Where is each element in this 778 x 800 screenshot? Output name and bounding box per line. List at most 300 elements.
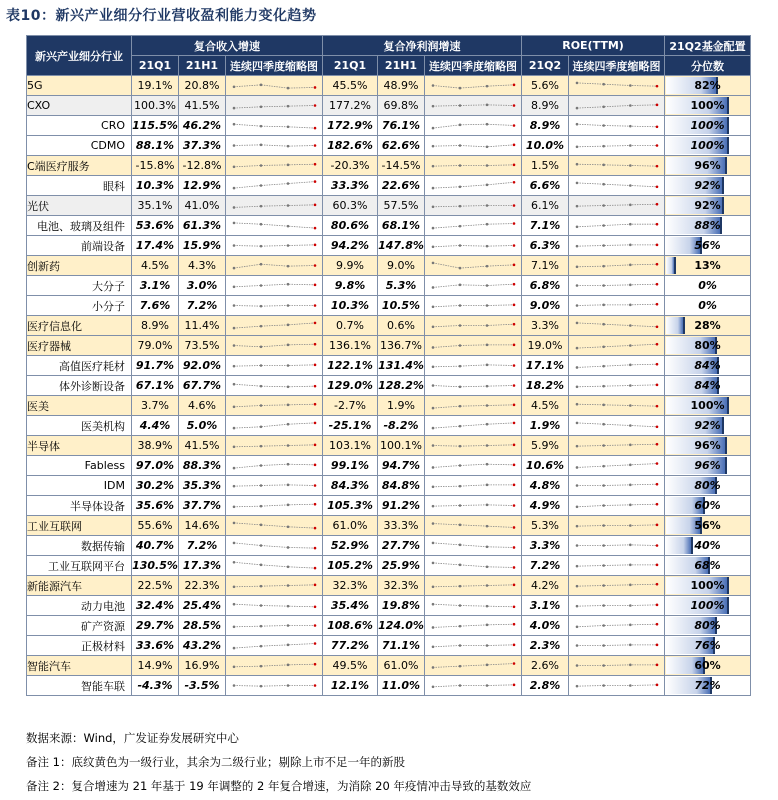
sparkline xyxy=(226,536,323,555)
sparkline-point xyxy=(629,584,632,587)
rev-21q1-cell: 33.6% xyxy=(132,636,179,656)
sparkline-point xyxy=(287,304,290,307)
rev-21q1-cell: 35.1% xyxy=(132,196,179,216)
sparkline-path xyxy=(234,562,315,568)
sparkline-point xyxy=(233,626,236,629)
sparkline-point xyxy=(314,684,317,687)
rev-21q1-cell: 19.1% xyxy=(132,76,179,96)
sparkline-point xyxy=(287,265,290,268)
fund-pct-label: 100% xyxy=(690,579,725,592)
sparkline-point xyxy=(432,326,435,329)
sparkline-point xyxy=(513,244,516,247)
sparkline-point xyxy=(602,404,605,407)
sparkline-point xyxy=(314,567,317,570)
sparkline-point xyxy=(432,603,435,606)
rev-21q1-cell: -15.8% xyxy=(132,156,179,176)
sparkline-point xyxy=(513,644,516,647)
sparkline-path xyxy=(234,523,315,528)
sparkline-point xyxy=(314,663,317,666)
rev-trend-cell xyxy=(226,536,323,556)
sparkline-point xyxy=(260,106,263,109)
rev-trend-cell xyxy=(226,676,323,696)
sparkline-point xyxy=(656,104,659,107)
table-row xyxy=(27,436,751,456)
sparkline xyxy=(569,256,665,275)
sparkline-point xyxy=(260,685,263,688)
sparkline-point xyxy=(486,504,489,507)
sparkline-path xyxy=(234,124,315,128)
prof-trend-cell xyxy=(425,596,522,616)
rev-21q1-cell: 30.2% xyxy=(132,476,179,496)
sparkline-point xyxy=(287,684,290,687)
roe-21q2-cell: 10.0% xyxy=(522,136,569,156)
prof-21h1-cell: -14.5% xyxy=(378,156,425,176)
sparkline xyxy=(425,96,522,115)
prof-21q1-cell: 103.1% xyxy=(323,436,378,456)
sparkline-path xyxy=(433,685,514,687)
sparkline-point xyxy=(602,265,605,268)
sparkline-path xyxy=(433,405,514,408)
sparkline-point xyxy=(233,286,236,289)
sparkline-point xyxy=(513,422,516,425)
rev-trend-cell xyxy=(226,416,323,436)
rev-trend-cell xyxy=(226,576,323,596)
roe-21q2-cell: 8.9% xyxy=(522,116,569,136)
prof-21h1-cell: 76.1% xyxy=(378,116,425,136)
fund-pct-label: 92% xyxy=(694,419,721,432)
sparkline-path xyxy=(433,645,514,647)
roe-21q2-cell: 6.6% xyxy=(522,176,569,196)
prof-21q1-cell: -2.7% xyxy=(323,396,378,416)
rev-21q1-cell: 10.3% xyxy=(132,176,179,196)
sparkline-point xyxy=(576,266,579,269)
sparkline-point xyxy=(656,503,659,506)
rev-trend-cell xyxy=(226,436,323,456)
sparkline-point xyxy=(432,626,435,629)
sparkline-point xyxy=(287,244,290,247)
sparkline-path xyxy=(433,563,514,568)
sparkline-point xyxy=(233,383,236,386)
sparkline-point xyxy=(432,407,435,410)
rev-21q1-cell: 32.4% xyxy=(132,596,179,616)
sparkline-point xyxy=(602,484,605,487)
sparkline-path xyxy=(577,464,657,468)
sparkline-point xyxy=(576,585,579,588)
prof-trend-cell xyxy=(425,196,522,216)
roe-21q2-cell: 7.2% xyxy=(522,556,569,576)
sparkline xyxy=(226,176,323,195)
rev-trend-cell xyxy=(226,496,323,516)
sparkline-point xyxy=(432,486,435,489)
sparkline-path xyxy=(577,183,657,187)
table-title: 表10：新兴产业细分行业营收盈利能力变化趋势 xyxy=(6,8,317,24)
industry-name: 新能源汽车 xyxy=(27,576,132,596)
prof-21q1-cell: 105.3% xyxy=(323,496,378,516)
prof-21q1-cell: 45.5% xyxy=(323,76,378,96)
rev-21h1-cell: 11.4% xyxy=(179,316,226,336)
sparkline-point xyxy=(513,684,516,687)
sparkline-point xyxy=(459,225,462,228)
rev-21q1-cell: 97.0% xyxy=(132,456,179,476)
sparkline-point xyxy=(260,125,263,128)
prof-trend-cell xyxy=(425,136,522,156)
industry-name: CDMO xyxy=(27,136,132,156)
sparkline-point xyxy=(629,84,632,87)
sparkline xyxy=(226,216,323,235)
sparkline-point xyxy=(459,684,462,687)
sparkline xyxy=(425,116,522,135)
prof-21q1-cell: 77.2% xyxy=(323,636,378,656)
sparkline-point xyxy=(260,445,263,448)
sparkline-point xyxy=(432,444,435,447)
sparkline xyxy=(425,196,522,215)
sparkline-point xyxy=(287,605,290,608)
sparkline-path xyxy=(577,264,657,267)
sparkline xyxy=(569,296,665,315)
sparkline-point xyxy=(629,244,632,247)
sparkline-point xyxy=(287,644,290,647)
sparkline-point xyxy=(576,123,579,126)
sparkline-path xyxy=(577,304,657,305)
roe-21q2-cell: 5.3% xyxy=(522,516,569,536)
sparkline-point xyxy=(629,304,632,307)
sparkline-point xyxy=(513,484,516,487)
roe-21q2-cell: 2.6% xyxy=(522,656,569,676)
sparkline-point xyxy=(486,624,489,627)
sparkline-point xyxy=(513,181,516,184)
sparkline-point xyxy=(629,104,632,107)
sparkline-point xyxy=(314,322,317,325)
sparkline-point xyxy=(314,204,317,207)
sparkline-point xyxy=(602,544,605,547)
table-row xyxy=(27,116,751,136)
sparkline-point xyxy=(459,244,462,247)
sparkline xyxy=(226,496,323,515)
sparkline-point xyxy=(233,485,236,488)
roe-21q2-cell: 5.9% xyxy=(522,436,569,456)
sparkline-point xyxy=(602,504,605,507)
prof-trend-cell xyxy=(425,456,522,476)
table-row xyxy=(27,296,751,316)
sparkline-point xyxy=(233,603,236,606)
sparkline-path xyxy=(433,284,514,287)
rev-trend-cell xyxy=(226,396,323,416)
sparkline-point xyxy=(486,546,489,549)
sparkline-point xyxy=(602,124,605,127)
prof-21q1-cell: 12.1% xyxy=(323,676,378,696)
industry-name: 小分子 xyxy=(27,296,132,316)
sparkline-point xyxy=(576,107,579,110)
prof-trend-cell xyxy=(425,576,522,596)
sparkline-point xyxy=(287,664,290,667)
table-row xyxy=(27,396,751,416)
fund-pct-cell xyxy=(665,396,751,416)
sparkline-point xyxy=(459,504,462,507)
sparkline-point xyxy=(233,561,236,564)
fund-pct-cell xyxy=(665,496,751,516)
sparkline-point xyxy=(656,564,659,567)
sparkline-point xyxy=(287,105,290,108)
sparkline-point xyxy=(629,264,632,267)
prof-21h1-cell: 57.5% xyxy=(378,196,425,216)
sparkline-path xyxy=(577,344,657,348)
sparkline-point xyxy=(260,184,263,187)
notes xyxy=(26,726,531,798)
sparkline-path xyxy=(577,204,657,206)
roe-trend-cell xyxy=(569,156,665,176)
fund-pct-cell xyxy=(665,176,751,196)
sparkline xyxy=(425,296,522,315)
sparkline-point xyxy=(260,223,263,226)
sparkline-point xyxy=(602,465,605,468)
sparkline-point xyxy=(233,344,236,347)
fund-pct-label: 84% xyxy=(694,379,721,392)
rev-21q1-cell: 4.4% xyxy=(132,416,179,436)
rev-21q1-cell: 91.7% xyxy=(132,356,179,376)
rev-21h1-cell: 7.2% xyxy=(179,296,226,316)
sparkline-path xyxy=(234,344,315,347)
sparkline-point xyxy=(486,664,489,667)
sparkline-point xyxy=(260,604,263,607)
rev-trend-cell xyxy=(226,216,323,236)
rev-trend-cell xyxy=(226,276,323,296)
fund-pct-cell xyxy=(665,236,751,256)
sparkline-path xyxy=(577,323,657,327)
sparkline-point xyxy=(513,504,516,507)
sparkline-point xyxy=(260,84,263,87)
fund-pct-label: 56% xyxy=(694,519,721,532)
sparkline-path xyxy=(577,83,657,86)
prof-trend-cell xyxy=(425,296,522,316)
fund-pct-cell xyxy=(665,596,751,616)
sparkline xyxy=(226,556,323,575)
sparkline-point xyxy=(629,504,632,507)
prof-trend-cell xyxy=(425,236,522,256)
roe-21q2-cell: 1.9% xyxy=(522,416,569,436)
sparkline xyxy=(569,216,665,235)
sparkline-point xyxy=(513,283,516,286)
sparkline-point xyxy=(459,405,462,408)
industry-name: 医美机构 xyxy=(27,416,132,436)
sparkline-point xyxy=(602,664,605,667)
sparkline-point xyxy=(513,384,516,387)
sparkline-point xyxy=(260,665,263,668)
sparkline-path xyxy=(234,543,315,548)
sparkline-path xyxy=(433,543,514,548)
sparkline-path xyxy=(577,565,657,566)
sparkline-path xyxy=(234,604,315,607)
sparkline-point xyxy=(287,624,290,627)
sparkline-point xyxy=(513,566,516,569)
sparkline-point xyxy=(260,404,263,407)
prof-trend-cell xyxy=(425,516,522,536)
sparkline-point xyxy=(513,623,516,626)
roe-21q2-cell: 4.5% xyxy=(522,396,569,416)
sparkline-point xyxy=(486,204,489,207)
sparkline-point xyxy=(432,84,435,87)
sparkline-point xyxy=(656,144,659,147)
prof-21h1-cell: 71.1% xyxy=(378,636,425,656)
sparkline-point xyxy=(233,267,236,270)
prof-21q1-cell: 80.6% xyxy=(323,216,378,236)
rev-21q1-cell: 88.1% xyxy=(132,136,179,156)
sparkline-point xyxy=(513,444,516,447)
sparkline-point xyxy=(459,365,462,368)
sparkline xyxy=(569,96,665,115)
sparkline-point xyxy=(432,165,435,168)
sparkline xyxy=(226,296,323,315)
sparkline-point xyxy=(314,264,317,267)
profit-group-header: 复合净利润增速 xyxy=(323,36,522,56)
sparkline-point xyxy=(656,684,659,687)
rev-21q1-cell: 100.3% xyxy=(132,96,179,116)
sparkline-point xyxy=(314,606,317,609)
sparkline-point xyxy=(656,283,659,286)
roe-21q2-cell: 19.0% xyxy=(522,336,569,356)
prof-21h1-cell: 0.6% xyxy=(378,316,425,336)
sparkline-point xyxy=(287,204,290,207)
sparkline-path xyxy=(433,224,514,229)
sparkline xyxy=(425,476,522,495)
sparkline-point xyxy=(486,385,489,388)
sparkline xyxy=(569,276,665,295)
fund-pct-label: 13% xyxy=(694,259,721,272)
fund-pct-label: 100% xyxy=(690,139,725,152)
sparkline-point xyxy=(602,346,605,349)
sparkline-point xyxy=(432,187,435,190)
sparkline-point xyxy=(656,85,659,88)
sparkline xyxy=(569,156,665,175)
sparkline-point xyxy=(314,163,317,166)
sparkline xyxy=(226,116,323,135)
sparkline-path xyxy=(234,423,315,428)
sparkline-point xyxy=(656,165,659,168)
prof-21h1-cell: 33.3% xyxy=(378,516,425,536)
sparkline-path xyxy=(234,686,315,687)
rev-trend-cell xyxy=(226,656,323,676)
roe-21q2-cell: 17.1% xyxy=(522,356,569,376)
prof-21q1-cell: 136.1% xyxy=(323,336,378,356)
table-row xyxy=(27,536,751,556)
sparkline xyxy=(425,396,522,415)
prof-21q1-cell: 61.0% xyxy=(323,516,378,536)
prof-21h1-cell: 124.0% xyxy=(378,616,425,636)
sparkline-path xyxy=(234,205,315,208)
sparkline-point xyxy=(486,364,489,367)
sparkline-point xyxy=(576,284,579,287)
sparkline-point xyxy=(656,462,659,465)
sparkline-point xyxy=(287,463,290,466)
sparkline xyxy=(425,536,522,555)
sparkline-point xyxy=(314,180,317,183)
fund-pct-label: 100% xyxy=(690,599,725,612)
fund-pct-label: 56% xyxy=(694,239,721,252)
fund-pct-cell xyxy=(665,616,751,636)
roe-trend-cell xyxy=(569,656,665,676)
sparkline-point xyxy=(513,323,516,326)
rev-21h1-cell: 92.0% xyxy=(179,356,226,376)
prof-21h1-cell: 10.5% xyxy=(378,296,425,316)
prof-21q1-cell: 94.2% xyxy=(323,236,378,256)
sparkline-path xyxy=(577,164,657,166)
sparkline-point xyxy=(287,324,290,327)
sparkline-point xyxy=(314,547,317,550)
sparkline-point xyxy=(656,483,659,486)
sparkline xyxy=(226,276,323,295)
prof-21h1-cell: 27.7% xyxy=(378,536,425,556)
sparkline-point xyxy=(656,405,659,408)
table-row xyxy=(27,316,751,336)
sparkline-point xyxy=(260,364,263,367)
fund-pct-label: 28% xyxy=(694,319,721,332)
sparkline-point xyxy=(629,664,632,667)
sparkline-point xyxy=(513,222,516,225)
prof-21h1-cell: -8.2% xyxy=(378,416,425,436)
sparkline xyxy=(569,596,665,615)
sparkline xyxy=(569,556,665,575)
roe-trend-cell xyxy=(569,456,665,476)
rev-21h1-cell: 14.6% xyxy=(179,516,226,536)
fund-pct-label: 82% xyxy=(694,79,721,92)
table-row xyxy=(27,616,751,636)
roe-trend-cell xyxy=(569,136,665,156)
sparkline-point xyxy=(260,284,263,287)
sparkline-path xyxy=(577,385,657,387)
sparkline xyxy=(425,256,522,275)
industry-table xyxy=(26,35,751,696)
sparkline xyxy=(569,236,665,255)
prof-21h1-cell: 61.0% xyxy=(378,656,425,676)
sparkline-point xyxy=(233,166,236,169)
sparkline-point xyxy=(629,344,632,347)
sparkline-path xyxy=(577,284,657,285)
sparkline-point xyxy=(287,364,290,367)
sparkline xyxy=(425,76,522,95)
roe-21q2-cell: 4.0% xyxy=(522,616,569,636)
fund-pct-label: 76% xyxy=(694,639,721,652)
rev-21q1-cell: 79.0% xyxy=(132,336,179,356)
sparkline-point xyxy=(287,225,290,228)
sparkline xyxy=(226,316,323,335)
sparkline-point xyxy=(459,87,462,90)
sparkline-point xyxy=(602,106,605,109)
sparkline-point xyxy=(459,104,462,107)
fund-pct-cell xyxy=(665,416,751,436)
sparkline-path xyxy=(577,645,657,646)
sparkline-point xyxy=(432,686,435,689)
sparkline xyxy=(425,316,522,335)
sparkline-path xyxy=(433,505,514,506)
roe-trend-cell xyxy=(569,336,665,356)
sparkline-path xyxy=(234,245,315,246)
rev-trend-cell xyxy=(226,156,323,176)
rev-21q1-cell: 17.4% xyxy=(132,236,179,256)
table-row xyxy=(27,256,751,276)
sparkline-path xyxy=(433,585,514,587)
prof-21q1-cell: 9.9% xyxy=(323,256,378,276)
table-row xyxy=(27,416,751,436)
prof-21h1-cell: 128.2% xyxy=(378,376,425,396)
sparkline xyxy=(425,376,522,395)
sparkline xyxy=(226,76,323,95)
sparkline-point xyxy=(432,206,435,209)
sparkline xyxy=(425,236,522,255)
sparkline-point xyxy=(287,504,290,507)
sparkline-point xyxy=(576,544,579,547)
sparkline-point xyxy=(314,144,317,147)
rev-trend-cell xyxy=(226,636,323,656)
roe-21q2-cell: 6.3% xyxy=(522,236,569,256)
